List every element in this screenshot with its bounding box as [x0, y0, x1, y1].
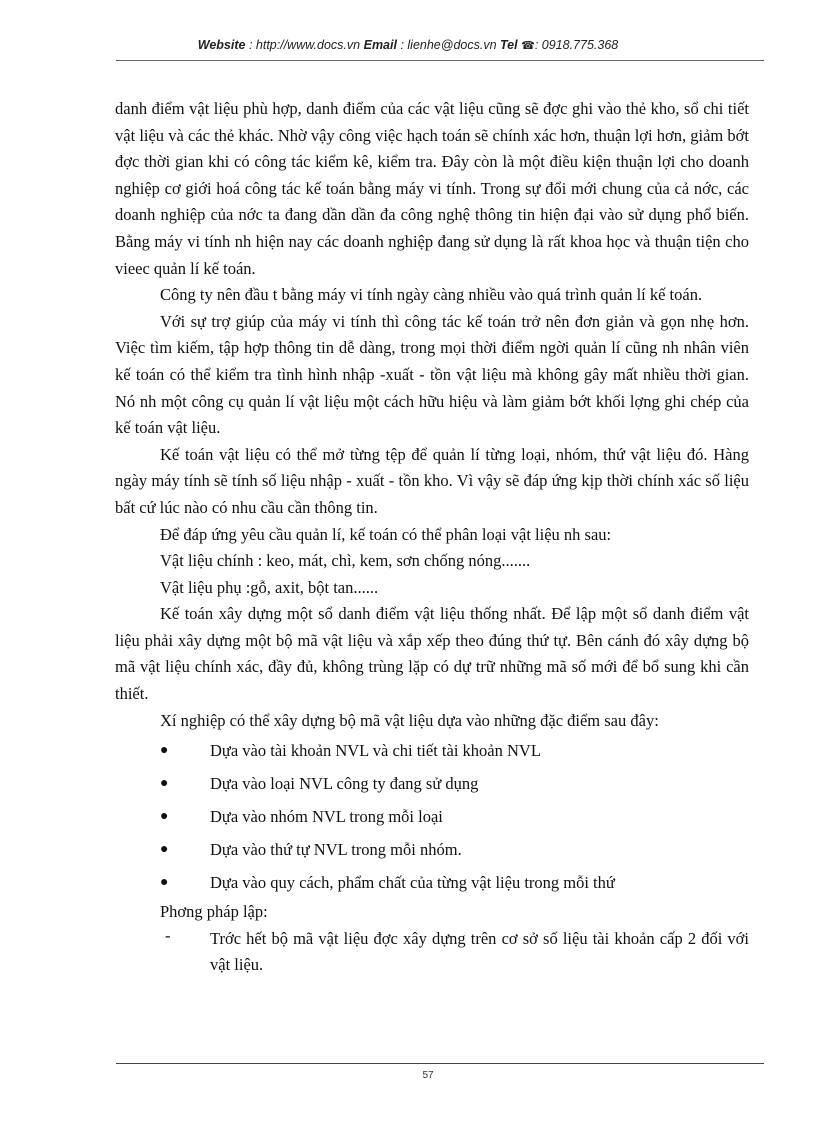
bullet-icon: ● [160, 809, 169, 825]
list-item: ● Dựa vào nhóm NVL trong mỗi loại [115, 800, 749, 833]
tel-label: Tel [500, 38, 518, 52]
method-heading: Phơng pháp lập: [160, 902, 268, 922]
paragraph: danh điểm vật liệu phù hợp, danh điểm của các vật liệu cũng sẽ đợc ghi vào thẻ kho, sổ chi tiết vật liệu và các thẻ khác. Nhờ vậy công việc hạch toán sẽ chính xác hơn, thuận lợi hơn, giảm bớt đợc thời gian khi có công tác kiểm kê, kiểm tra. Đây còn là một điều kiện thuận lợi cho doanh nghiệp cơ giới hoá công tác kế toán bằng máy vi tính. Trong sự đổi mới chung của cả nớc, các doanh nghiệp của nớc ta đang dần dần đa công nghệ thông tin hiện đại vào sử dụng phổ biến. Bằng máy vi tính nh hiện nay các doanh nghiệp đang sử dụng là rất khoa học và thuận tiện cho vieec quản lí kế toán. [115, 99, 749, 278]
paragraph: Kế toán xây dựng một sổ danh điểm vật liệu thống nhất. Để lập một sổ danh điểm vật liệu phải xây dựng một bộ mã vật liệu và xắp xếp theo đúng thứ tự. Bên cánh đó xây dựng bộ mã vật liệu chính xác, đầy đủ, không trùng lặp có dự trữ những mã số mới để bổ sung khi cần thiết. [115, 604, 749, 704]
dash-icon: - [165, 925, 171, 945]
website-label: Website [197, 38, 246, 52]
paragraph: Xí nghiệp có thể xây dựng bộ mã vật liệu dựa vào những đặc điểm sau đây: [160, 710, 659, 730]
paragraph: Kế toán vật liệu có thể mở từng tệp để quản lí từng loại, nhóm, thứ vật liệu đó. Hàng ngày máy tính sẽ tính số liệu nhập - xuất - tồn kho. Vì vậy sẽ đáp ứng kịp thời chính xác số liệu bất cứ lúc nào có nhu cầu cần thông tin. [115, 444, 749, 517]
page-header [0, 38, 816, 52]
dash-list-item: - Trớc hết bộ mã vật liệu đợc xây dựng trên cơ sở số liệu tài khoản cấp 2 đối với vật liệu. [115, 926, 749, 979]
footer-divider [116, 1063, 764, 1064]
email-label: Email [363, 38, 397, 52]
paragraph: Với sự trợ giúp của máy vi tính thì công tác kế toán trở nên đơn giản và gọn nhẹ hơn. Việc tìm kiếm, tập hợp thông tin dễ dàng, trong mọi thời điểm ngời quản lí cũng nh nhân viên kế toán có thể kiểm tra tình hình nhập -xuất - tồn vật liệu mà không gây mất nhiều thời gian. Nó nh một công cụ quản lí vật liệu một cách hữu hiệu và làm giảm bớt khối lợng ghi chép của kế toán vật liệu. [115, 311, 749, 438]
list-item: ● Dựa vào tài khoản NVL và chi tiết tài khoản NVL [115, 734, 749, 767]
list-item: ● Dựa vào quy cách, phẩm chất của từng vật liệu trong mỗi thứ [115, 866, 749, 899]
bullet-icon: ● [160, 842, 169, 858]
criteria-list [115, 734, 749, 899]
bullet-icon: ● [160, 875, 169, 891]
website-value: : http://www.docs.vn [248, 38, 361, 52]
bullet-icon: ● [160, 776, 169, 792]
list-item: ● Dựa vào loại NVL công ty đang sử dụng [115, 767, 749, 800]
header-divider [116, 60, 764, 61]
list-item: ● Dựa vào thứ tự NVL trong mỗi nhóm. [115, 833, 749, 866]
page-number: 57 [422, 1070, 434, 1081]
paragraph: Để đáp ứng yêu cầu quản lí, kế toán có thể phân loại vật liệu nh sau: [160, 524, 612, 544]
paragraph: Vật liệu phụ :gỗ, axit, bột tan...... [160, 577, 379, 597]
email-value: : lienhe@docs.vn [400, 38, 497, 52]
document-body [115, 96, 749, 979]
paragraph: Vật liệu chính : keo, mát, chì, kem, sơn chống nóng....... [160, 551, 531, 571]
bullet-icon: ● [160, 743, 169, 759]
paragraph: Công ty nên đầu t bằng máy vi tính ngày càng nhiều vào quá trình quản lí kế toán. [160, 285, 703, 305]
phone-icon: ☎ [521, 40, 535, 52]
tel-value: : 0918.775.368 [534, 38, 619, 52]
